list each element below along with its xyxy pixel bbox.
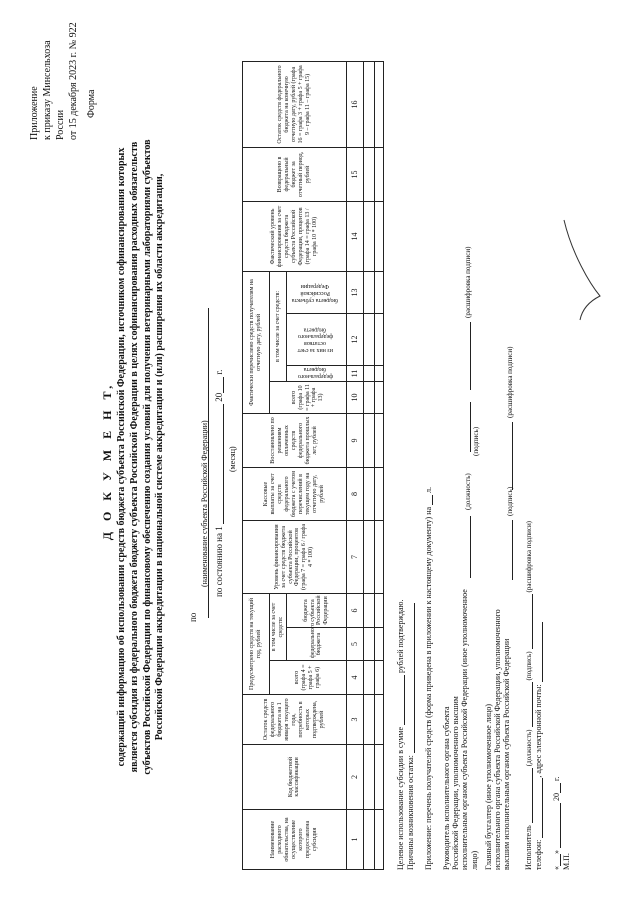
reasons-row [406, 603, 415, 870]
appendix-line2: к приказу Минсельхоза России [42, 40, 66, 140]
executor-position-field[interactable] [524, 768, 533, 823]
table-cell[interactable] [363, 593, 374, 627]
table-cell[interactable] [374, 413, 383, 467]
header-c12-cell [287, 313, 347, 365]
col-number: 6 [346, 593, 363, 627]
table-cell[interactable] [363, 201, 374, 271]
col-number: 9 [346, 413, 363, 467]
appendix-line3: от 15 декабря 2023 г. № 922 [68, 22, 79, 140]
header-c3: Остаток средств федерального бюджета на 1 января текущего года, потребность в которых подтверждена, рублей [243, 695, 347, 745]
table-cell[interactable] [374, 745, 383, 810]
table-row [363, 61, 374, 869]
executor-signature-field[interactable] [524, 683, 533, 728]
head-signature-field[interactable] [462, 402, 471, 452]
header-c4-6: Предусмотрено средств на текущий год, рублей [243, 593, 270, 694]
head-line2: Российской Федерации, уполномоченного высшим [451, 696, 461, 870]
phone-label: телефон: [534, 839, 543, 870]
col-number: 10 [346, 381, 363, 413]
col-number: 2 [346, 745, 363, 810]
table-cell[interactable] [363, 628, 374, 661]
confirmed-sum-field[interactable] [396, 675, 405, 725]
table-cell[interactable] [374, 147, 383, 201]
header-c11: федерального бюджета [297, 366, 333, 379]
col-number: 4 [346, 661, 363, 695]
head-position-field[interactable] [462, 516, 471, 578]
head-position-caption: (должность) [464, 473, 472, 510]
date-row [552, 777, 561, 870]
date-year-field[interactable] [552, 783, 561, 793]
year-suffix: г. [214, 369, 224, 375]
stamp-place: М.П. [562, 853, 571, 870]
col-number: 15 [346, 147, 363, 201]
subject-caption: (наименование субъекта Российской Федерации) [200, 420, 209, 587]
col-number: 1 [346, 810, 363, 870]
header-c10-13: Фактически перечислено средств получателям на отчетную дату, рублей [243, 271, 270, 413]
table-cell[interactable] [363, 810, 374, 870]
confirmed-sum-row [396, 599, 405, 870]
head-signature-caption: (подпись) [472, 426, 480, 456]
table-cell[interactable] [363, 467, 374, 520]
col-number: 5 [346, 628, 363, 661]
table-cell[interactable] [363, 695, 374, 745]
col-number: 13 [346, 271, 363, 313]
table-cell[interactable] [363, 147, 374, 201]
table-cell[interactable] [363, 413, 374, 467]
head-line3: исполнительным органом субъекта Российской Федерации (иное уполномоченное лицо) [460, 589, 479, 870]
table-cell[interactable] [363, 365, 374, 381]
table-cell[interactable] [374, 313, 383, 365]
accountant-line3: высшим исполнительным органом субъекта Российской Федерации [502, 638, 512, 870]
accountant-decoding-field[interactable] [504, 422, 513, 490]
handwritten-mark-icon [560, 214, 620, 324]
month-field[interactable] [214, 404, 224, 524]
header-c2: Код бюджетной классификации [243, 745, 347, 810]
table-cell[interactable] [374, 365, 383, 381]
header-c12: из них за счет остатков федерального бюджета [297, 326, 333, 354]
accountant-line1: Главный бухгалтер (иное уполномоченное лицо) [484, 703, 493, 870]
header-c16: Остаток средств федерального бюджета на конечную отчетную дату, рублей (графа 16 = графа 3 + графа 5 + графа 9 – графа 11 – графа 15) [243, 61, 347, 147]
attachment-row [424, 487, 433, 870]
attachment-pages-field[interactable] [424, 495, 433, 505]
header-c13-cell [287, 271, 347, 313]
executor-signature-caption: (подпись) [525, 651, 533, 681]
appendix-block [28, 10, 80, 140]
table-cell[interactable] [363, 520, 374, 593]
executor-row [524, 521, 533, 870]
contacts-row: телефон: , адрес электронной почты: [534, 622, 543, 870]
header-c4: всего (графа 4 = графа 5 + графа 6) [270, 661, 347, 695]
po-label: по [188, 612, 198, 622]
attachment-suffix: л. [424, 486, 433, 493]
table-cell[interactable] [374, 661, 383, 695]
col-number: 8 [346, 467, 363, 520]
header-c8: Кассовые выплаты за счет средств федерального бюджета с учетом перечислений в текущем году на отчетную дату, рублей [243, 467, 347, 520]
date-quote-close: » [552, 850, 561, 854]
table-cell[interactable] [374, 810, 383, 870]
header-c15: Возвращено в федеральный бюджет за отчетный период, рублей [243, 147, 347, 201]
appendix-line1: Приложение [29, 86, 40, 140]
table-cell[interactable] [374, 593, 383, 627]
header-c11-13: в том числе за счет средств: [270, 271, 287, 381]
state-date-row [214, 370, 224, 597]
col-number: 11 [346, 365, 363, 381]
accountant-decoding-caption: (расшифровка подписи) [506, 346, 514, 418]
executor-position-caption: (должность) [525, 729, 533, 767]
header-c5-6: в том числе за счет средств: [270, 593, 287, 660]
reasons-label: Причины возникновения остатка: [406, 755, 415, 870]
date-quote-open: « [552, 866, 561, 870]
header-c7: Уровень финансирования за счет средств бюджета субъекта Российской Федерации, процентов (графа 7 = графа 6 / графа 4 * 100) [243, 520, 347, 593]
email-label: адрес электронной почты: [534, 684, 543, 774]
table-cell[interactable] [363, 61, 374, 147]
executor-decoding-caption: (расшифровка подписи) [525, 520, 533, 593]
confirmed-prefix: Целевое использование субсидии в сумме [396, 726, 405, 870]
form-label: Форма [86, 89, 97, 118]
report-table [242, 61, 384, 870]
document-subtitle: содержащий информацию об использовании средств бюджета субъекта Российской Федерации, источником софинансирования которых является субсидия из федерального бюджета бюджету субъекта Российской Федерации в целях софинансирования расходных обязательств субъектов Российской Федерации по финансовому обеспечению создания условий для получения ветеринарными лабораториями субъектов Российской Федерации аккредитации в национальной системе аккредитации и (или) расширения их области аккредитации, [116, 139, 166, 775]
header-c10: всего (графа 10 = графа 11 + графа 13) [270, 381, 347, 413]
month-caption: (месяц) [228, 446, 237, 472]
date-month-field[interactable] [552, 803, 561, 848]
col-number: 12 [346, 313, 363, 365]
header-c14: Фактический уровень финансирования за счет средств бюджета субъекта Российской Федерации, процентов (графа 14 = графа 13 / графа 10 * 100) [243, 201, 347, 271]
col-number: 3 [346, 695, 363, 745]
accountant-signature-field[interactable] [504, 520, 513, 580]
table-cell[interactable] [374, 628, 383, 661]
email-field[interactable] [534, 622, 543, 682]
table-cell[interactable] [374, 61, 383, 147]
date-day-field[interactable] [552, 854, 561, 866]
head-decoding-field[interactable] [462, 322, 471, 390]
accountant-signature-caption: (подпись) [506, 486, 514, 516]
table-cell[interactable] [363, 745, 374, 810]
head-decoding-caption: (расшифровка подписи) [464, 246, 472, 318]
table-cell[interactable] [374, 520, 383, 593]
header-c11-cell [287, 365, 347, 381]
col-number: 7 [346, 520, 363, 593]
executor-label: Исполнитель [524, 825, 533, 870]
table-cell[interactable] [374, 201, 383, 271]
table-cell[interactable] [363, 271, 374, 313]
document-title: Д О К У М Е Н Т, [100, 381, 114, 541]
attachment-prefix: Приложение: перечень получателей средств (форма приведена в приложении к настоящему документу) на [424, 506, 433, 870]
confirmed-suffix: рублей подтверждаю. [396, 599, 405, 673]
table-cell[interactable] [374, 271, 383, 313]
date-year-suffix: г. [552, 776, 561, 781]
table-row [374, 61, 383, 869]
state-prefix: по состоянию на 1 [214, 526, 224, 597]
table-cell[interactable] [374, 381, 383, 413]
table-cell[interactable] [363, 661, 374, 695]
phone-field[interactable] [534, 778, 543, 838]
accountant-line2: исполнительного органа субъекта Российской Федерации, уполномоченного [493, 609, 503, 870]
executor-decoding-field[interactable] [524, 594, 533, 649]
year-prefix: 20 [214, 392, 224, 402]
table-cell[interactable] [363, 381, 374, 413]
header-c13: бюджета субъекта Российской Федерации [291, 283, 339, 303]
column-number-row [346, 61, 363, 869]
header-c6: бюджета субъекта Российской Федерации [287, 593, 347, 627]
table-cell[interactable] [363, 313, 374, 365]
accountant-title [484, 580, 512, 870]
col-number: 16 [346, 61, 363, 147]
header-c5: федерального бюджета [287, 628, 347, 661]
header-c1: Наименование расходного обязательства, на осуществление которого предоставлена субсидия [243, 810, 347, 870]
col-number: 14 [346, 201, 363, 271]
head-line1: Руководитель исполнительного органа субъекта [442, 706, 451, 870]
table-cell[interactable] [374, 467, 383, 520]
reasons-field[interactable] [406, 603, 415, 753]
table-cell[interactable] [374, 695, 383, 745]
date-year: 20 [552, 793, 561, 801]
year-field[interactable] [214, 377, 224, 393]
header-c9: Восстановлено по решениям оплаченных средств федерального бюджета прошлых лет, рублей [243, 413, 347, 467]
head-title [442, 580, 479, 870]
